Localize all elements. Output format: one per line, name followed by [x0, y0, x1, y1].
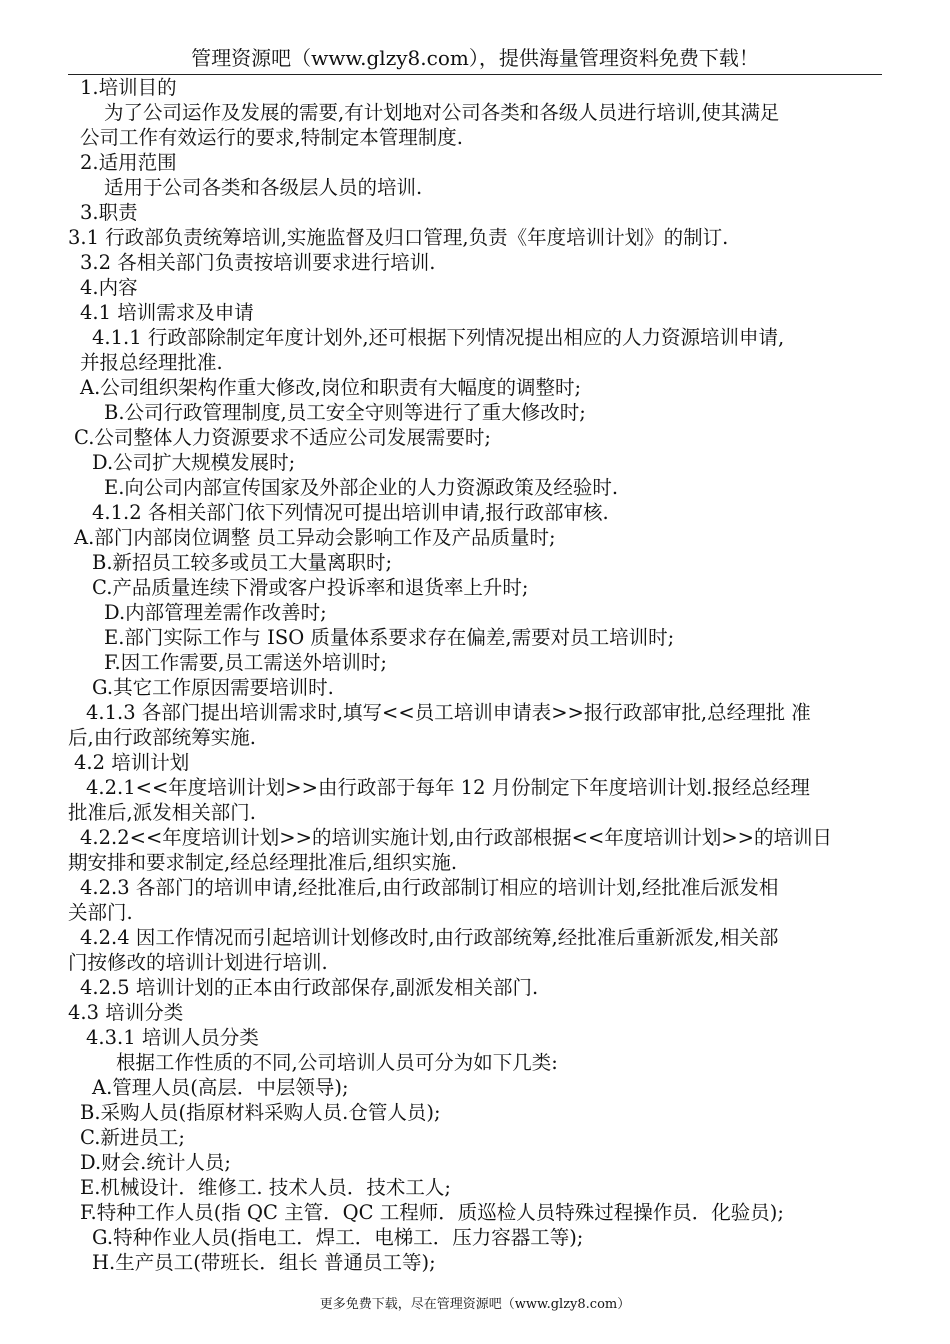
paragraph-line: 后,由行政部统筹实施.: [68, 726, 256, 749]
list-item: C.产品质量连续下滑或客户投诉率和退货率上升时;: [92, 576, 529, 599]
subsection-heading: 4.1 培训需求及申请: [80, 301, 254, 324]
subsection-heading: 4.3.1 培训人员分类: [86, 1026, 259, 1049]
page-footer: 更多免费下载，尽在管理资源吧（www.glzy8.com）: [319, 1297, 631, 1312]
paragraph-line: 期安排和要求制定,经总经理批准后,组织实施.: [68, 851, 458, 874]
paragraph-line: 公司工作有效运行的要求,特制定本管理制度.: [80, 126, 463, 149]
paragraph-line: 为了公司运作及发展的需要,有计划地对公司各类和各级人员进行培训,使其满足: [104, 101, 780, 124]
paragraph-line: 4.2.3 各部门的培训申请,经批准后,由行政部制订相应的培训计划,经批准后派发相: [80, 876, 779, 899]
list-item: B.新招员工较多或员工大量离职时;: [92, 551, 393, 574]
paragraph-line: 关部门.: [68, 901, 133, 924]
list-item: A.部门内部岗位调整 员工异动会影响工作及产品质量时;: [74, 526, 556, 549]
list-item: D.内部管理差需作改善时;: [104, 601, 327, 624]
list-item: E.向公司内部宣传国家及外部企业的人力资源政策及经验时.: [104, 476, 619, 499]
list-item: B.公司行政管理制度,员工安全守则等进行了重大修改时;: [104, 401, 586, 424]
list-item: D.公司扩大规模发展时;: [92, 451, 296, 474]
list-item: C.公司整体人力资源要求不适应公司发展需要时;: [74, 426, 491, 449]
paragraph-line: 4.2.4 因工作情况而引起培训计划修改时,由行政部统筹,经批准后重新派发,相关部: [80, 926, 779, 949]
paragraph-line: 4.1.2 各相关部门依下列情况可提出培训申请,报行政部审核.: [92, 501, 609, 524]
list-item: F.因工作需要,员工需送外培训时;: [104, 651, 387, 674]
subsection-heading: 4.3 培训分类: [68, 1001, 184, 1024]
paragraph-line: 门按修改的培训计划进行培训.: [68, 951, 328, 974]
list-item: G.其它工作原因需要培训时.: [92, 676, 334, 699]
list-item: E.部门实际工作与 ISO 质量体系要求存在偏差,需要对员工培训时;: [104, 626, 675, 649]
paragraph-line: 4.1.1 行政部除制定年度计划外,还可根据下列情况提出相应的人力资源培训申请,: [92, 326, 785, 349]
paragraph-line: 4.2.5 培训计划的正本由行政部保存,副派发相关部门.: [80, 976, 539, 999]
paragraph-line: 并报总经理批准.: [80, 351, 223, 374]
list-item: A.管理人员(高层．中层领导);: [92, 1076, 349, 1099]
list-item: D.财会.统计人员;: [80, 1151, 231, 1174]
paragraph-line: 4.2.1<<年度培训计划>>由行政部于每年 12 月份制定下年度培训计划.报经总经理: [86, 776, 810, 799]
section-heading: 2.适用范围: [80, 151, 177, 174]
paragraph-line: 3.2 各相关部门负责按培训要求进行培训.: [80, 251, 436, 274]
list-item: A.公司组织架构作重大修改,岗位和职责有大幅度的调整时;: [80, 376, 582, 399]
section-heading: 1.培训目的: [80, 76, 177, 99]
page-header: 管理资源吧（www.glzy8.com），提供海量管理资料免费下载！: [191, 46, 759, 70]
list-item: C.新进员工;: [80, 1126, 185, 1149]
header-rule: [68, 74, 882, 75]
list-item: H.生产员工(带班长．组长 普通员工等);: [92, 1251, 436, 1274]
list-item: F.特种工作人员(指 QC 主管．QC 工程师．质巡检人员特殊过程操作员．化验员);: [80, 1201, 784, 1224]
section-heading: 4.内容: [80, 276, 138, 299]
paragraph-line: 3.1 行政部负责统筹培训,实施监督及归口管理,负责《年度培训计划》的制订.: [68, 226, 729, 249]
paragraph-line: 4.2.2<<年度培训计划>>的培训实施计划,由行政部根据<<年度培训计划>>的培训日: [80, 826, 833, 849]
subsection-heading: 4.2 培训计划: [74, 751, 190, 774]
list-item: G.特种作业人员(指电工．焊工．电梯工．压力容器工等);: [92, 1226, 584, 1249]
paragraph-line: 批准后,派发相关部门.: [68, 801, 256, 824]
paragraph-line: 适用于公司各类和各级层人员的培训.: [104, 176, 423, 199]
paragraph-line: 4.1.3 各部门提出培训需求时,填写<<员工培训申请表>>报行政部审批,总经理批 准: [86, 701, 811, 724]
paragraph-line: 根据工作性质的不同,公司培训人员可分为如下几类:: [116, 1051, 558, 1074]
list-item: B.采购人员(指原材料采购人员.仓管人员);: [80, 1101, 441, 1124]
list-item: E.机械设计．维修工. 技术人员．技术工人;: [80, 1176, 451, 1199]
section-heading: 3.职责: [80, 201, 138, 224]
